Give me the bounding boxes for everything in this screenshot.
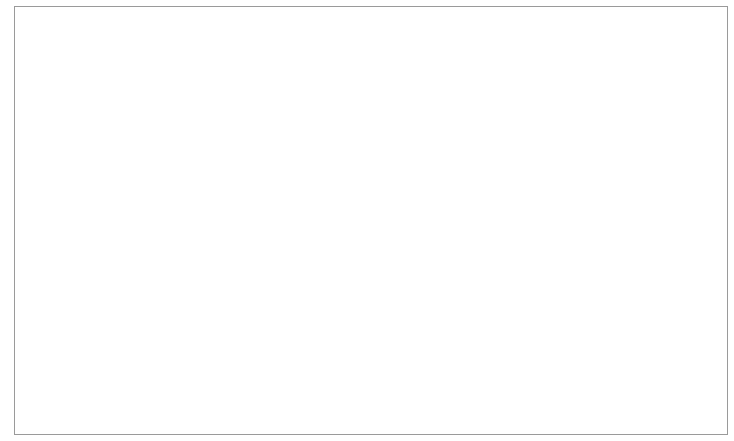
figure-frame bbox=[14, 6, 728, 435]
